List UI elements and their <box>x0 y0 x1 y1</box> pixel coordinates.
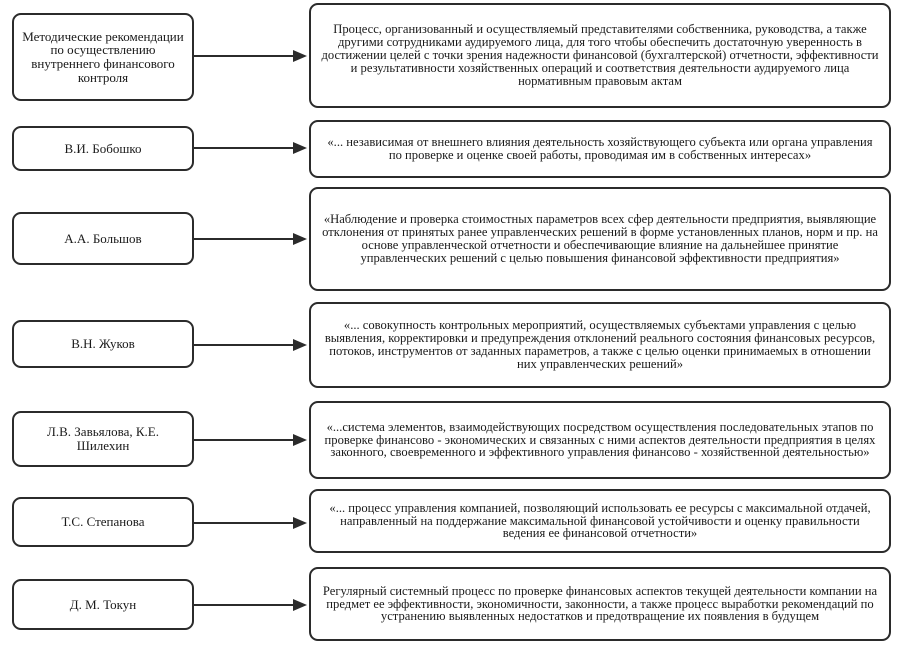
arrow-line <box>194 522 294 524</box>
arrow-line <box>194 238 294 240</box>
arrow-head <box>293 233 307 245</box>
arrow-line <box>194 147 294 149</box>
arrow-line <box>194 55 294 57</box>
source-label: А.А. Большов <box>64 230 142 246</box>
definition-box <box>309 302 891 388</box>
definition-box <box>309 567 891 641</box>
definition-box <box>309 489 891 553</box>
source-label: Методические рекомендации по осуществлению внутреннего финансового контроля <box>22 28 184 85</box>
source-box <box>12 411 194 467</box>
definition-text: «Наблюдение и проверка стоимостных параметров всех сфер деятельности предприятия, выявляющие отклонения от принятых ранее управленческих решений в форме установленных планов, норм и пр. на основе управленческой отчетности и обеспечивающие влияние на дальнейшее принятие управленческих решений с целью повышения финансовой эффективности предприятия» <box>322 212 878 265</box>
arrow-head <box>293 517 307 529</box>
source-label: Д. М. Токун <box>69 596 137 612</box>
source-box <box>12 579 194 630</box>
arrow-line <box>194 439 294 441</box>
source-label: Л.В. Завьялова, К.Е. Шилехин <box>47 424 159 453</box>
source-label: В.И. Бобошко <box>64 140 142 156</box>
arrow-line <box>194 344 294 346</box>
definition-box <box>309 3 891 108</box>
arrow-head <box>293 339 307 351</box>
source-box <box>12 212 194 265</box>
arrow-line <box>194 604 294 606</box>
definition-text: «... совокупность контрольных мероприятий, осуществляемых субъектами управления с целью выявления, корректировки и предупреждения отклонений реального состояния финансовых ресурсов, потоков, инструментов от заданных параметров, а также с целью оценки принимаемых в отношении них управленческих решений» <box>324 318 876 371</box>
source-box <box>12 497 194 547</box>
definition-text: «... процесс управления компанией, позволяющий использовать ее ресурсы с максимальной отдачей, направленный на поддержание максимальной финансовой устойчивости и оценку правильности ведения ее финансовой отчетности» <box>329 500 871 541</box>
definition-box <box>309 187 891 291</box>
arrow-head <box>293 142 307 154</box>
source-label: В.Н. Жуков <box>71 336 135 352</box>
source-box <box>12 126 194 171</box>
definition-text: Процесс, организованный и осуществляемый представителями собственника, руководства, а также другими сотрудниками аудируемого лица, для того чтобы обеспечить достаточную уверенность в достижении целей с точки зрения надежности финансовой (бухгалтерской) отчетности, эффективности и результативности хозяйственных операций и соответствия деятельности аудируемого лица нормативным правовым актам <box>321 22 879 88</box>
source-box <box>12 13 194 101</box>
arrow-head <box>293 434 307 446</box>
definition-text: Регулярный системный процесс по проверке финансовых аспектов текущей деятельности компании на предмет ее эффективности, экономичности, законности, а также процесс выработки рекомендаций по устранению выявленных недостатков и предотвращение их появления в будущем <box>322 583 878 624</box>
source-box <box>12 320 194 368</box>
source-label: Т.С. Степанова <box>61 514 145 530</box>
arrow-head <box>293 599 307 611</box>
definition-box <box>309 120 891 178</box>
definition-box <box>309 401 891 479</box>
definition-text: «... независимая от внешнего влияния деятельность хозяйствующего субъекта или органа управления по проверке и оценке своей работы, проводимая им в собственных интересах» <box>327 135 873 162</box>
arrow-head <box>293 50 307 62</box>
definition-text: «...система элементов, взаимодействующих посредством осуществления последовательных этапов по проверке финансово - экономических и связанных с ними аспектов деятельности предприятия в целях законного, своевременного и эффективного управления финансово - хозяйственной деятельностью» <box>324 419 876 460</box>
